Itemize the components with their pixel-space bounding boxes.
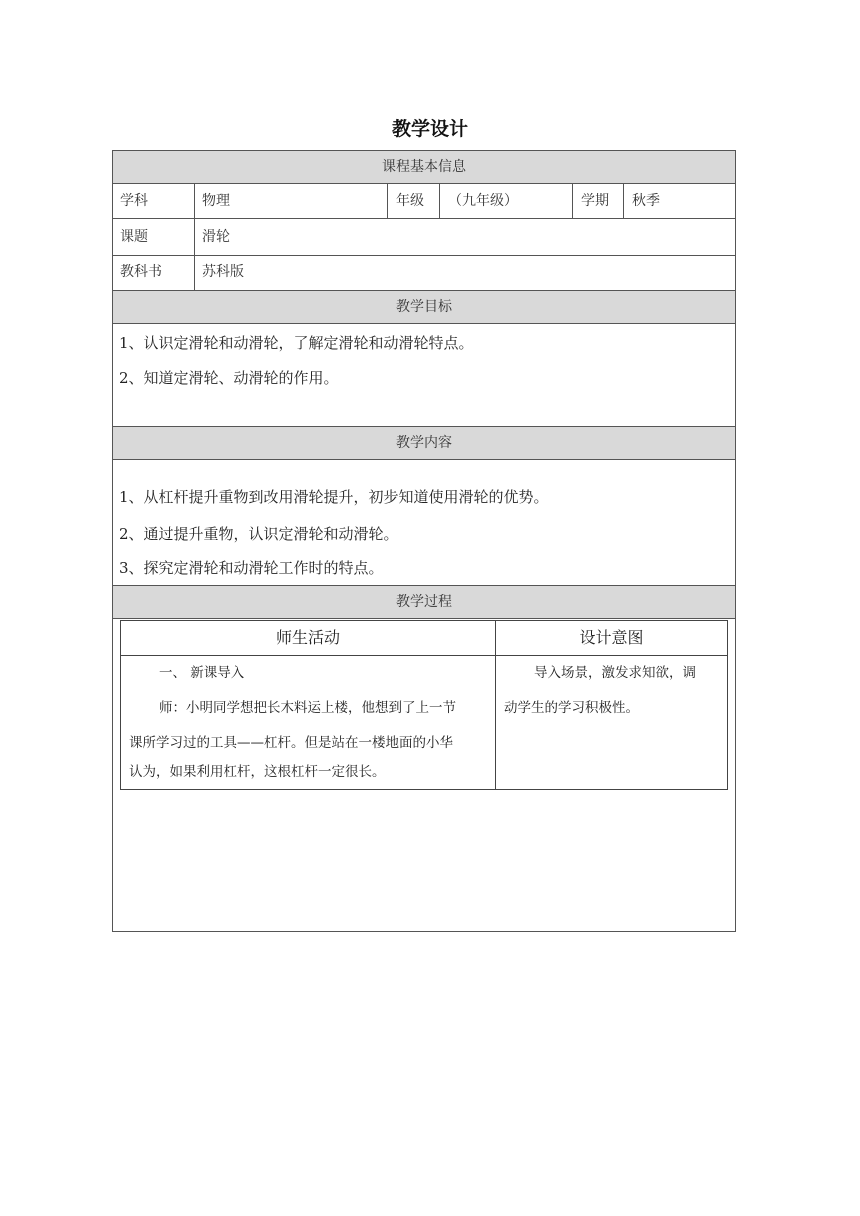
section-heading-objectives: 教学目标 xyxy=(112,290,736,324)
activity-line: 一、 新课导入 xyxy=(159,665,245,681)
activities-header: 师生活动 xyxy=(275,628,340,647)
intent-line: 动学生的学习积极性。 xyxy=(504,700,639,716)
textbook-label: 教科书 xyxy=(120,264,162,280)
term-value: 秋季 xyxy=(632,193,660,209)
section-heading-content: 教学内容 xyxy=(112,426,736,460)
col-divider xyxy=(194,184,195,290)
activity-line: 师：小明同学想把长木料运上楼，他想到了上一节 xyxy=(159,700,456,716)
col-divider xyxy=(572,184,573,218)
grade-value: （九年级） xyxy=(448,193,518,209)
section-heading-basic-info: 课程基本信息 xyxy=(112,150,736,184)
topic-value: 滑轮 xyxy=(202,229,230,245)
page-title: 教学设计 xyxy=(391,118,468,140)
subject-value: 物理 xyxy=(202,193,230,209)
row-divider xyxy=(112,218,736,219)
col-divider xyxy=(439,184,440,218)
topic-label: 课题 xyxy=(120,229,148,245)
section-heading-process: 教学过程 xyxy=(112,585,736,619)
content-item: 3、探究定滑轮和动滑轮工作时的特点。 xyxy=(119,559,384,577)
activity-line: 认为，如果利用杠杆，这根杠杆一定很长。 xyxy=(129,764,386,780)
term-label: 学期 xyxy=(581,193,609,209)
process-table xyxy=(120,620,728,790)
subject-label: 学科 xyxy=(120,193,148,209)
col-divider xyxy=(387,184,388,218)
col-divider xyxy=(623,184,624,218)
content-item: 2、通过提升重物，认识定滑轮和动滑轮。 xyxy=(119,525,399,543)
content-item: 1、从杠杆提升重物到改用滑轮提升，初步知道使用滑轮的优势。 xyxy=(119,488,549,506)
objective-item: 1、认识定滑轮和动滑轮，了解定滑轮和动滑轮特点。 xyxy=(119,334,474,352)
textbook-value: 苏科版 xyxy=(202,264,244,280)
activity-line: 课所学习过的工具——杠杆。但是站在一楼地面的小华 xyxy=(129,735,453,751)
intent-header: 设计意图 xyxy=(579,628,644,647)
row-divider xyxy=(112,255,736,256)
objective-item: 2、知道定滑轮、动滑轮的作用。 xyxy=(119,369,339,387)
intent-line: 导入场景，激发求知欲，调 xyxy=(534,665,696,681)
grade-label: 年级 xyxy=(396,193,424,209)
